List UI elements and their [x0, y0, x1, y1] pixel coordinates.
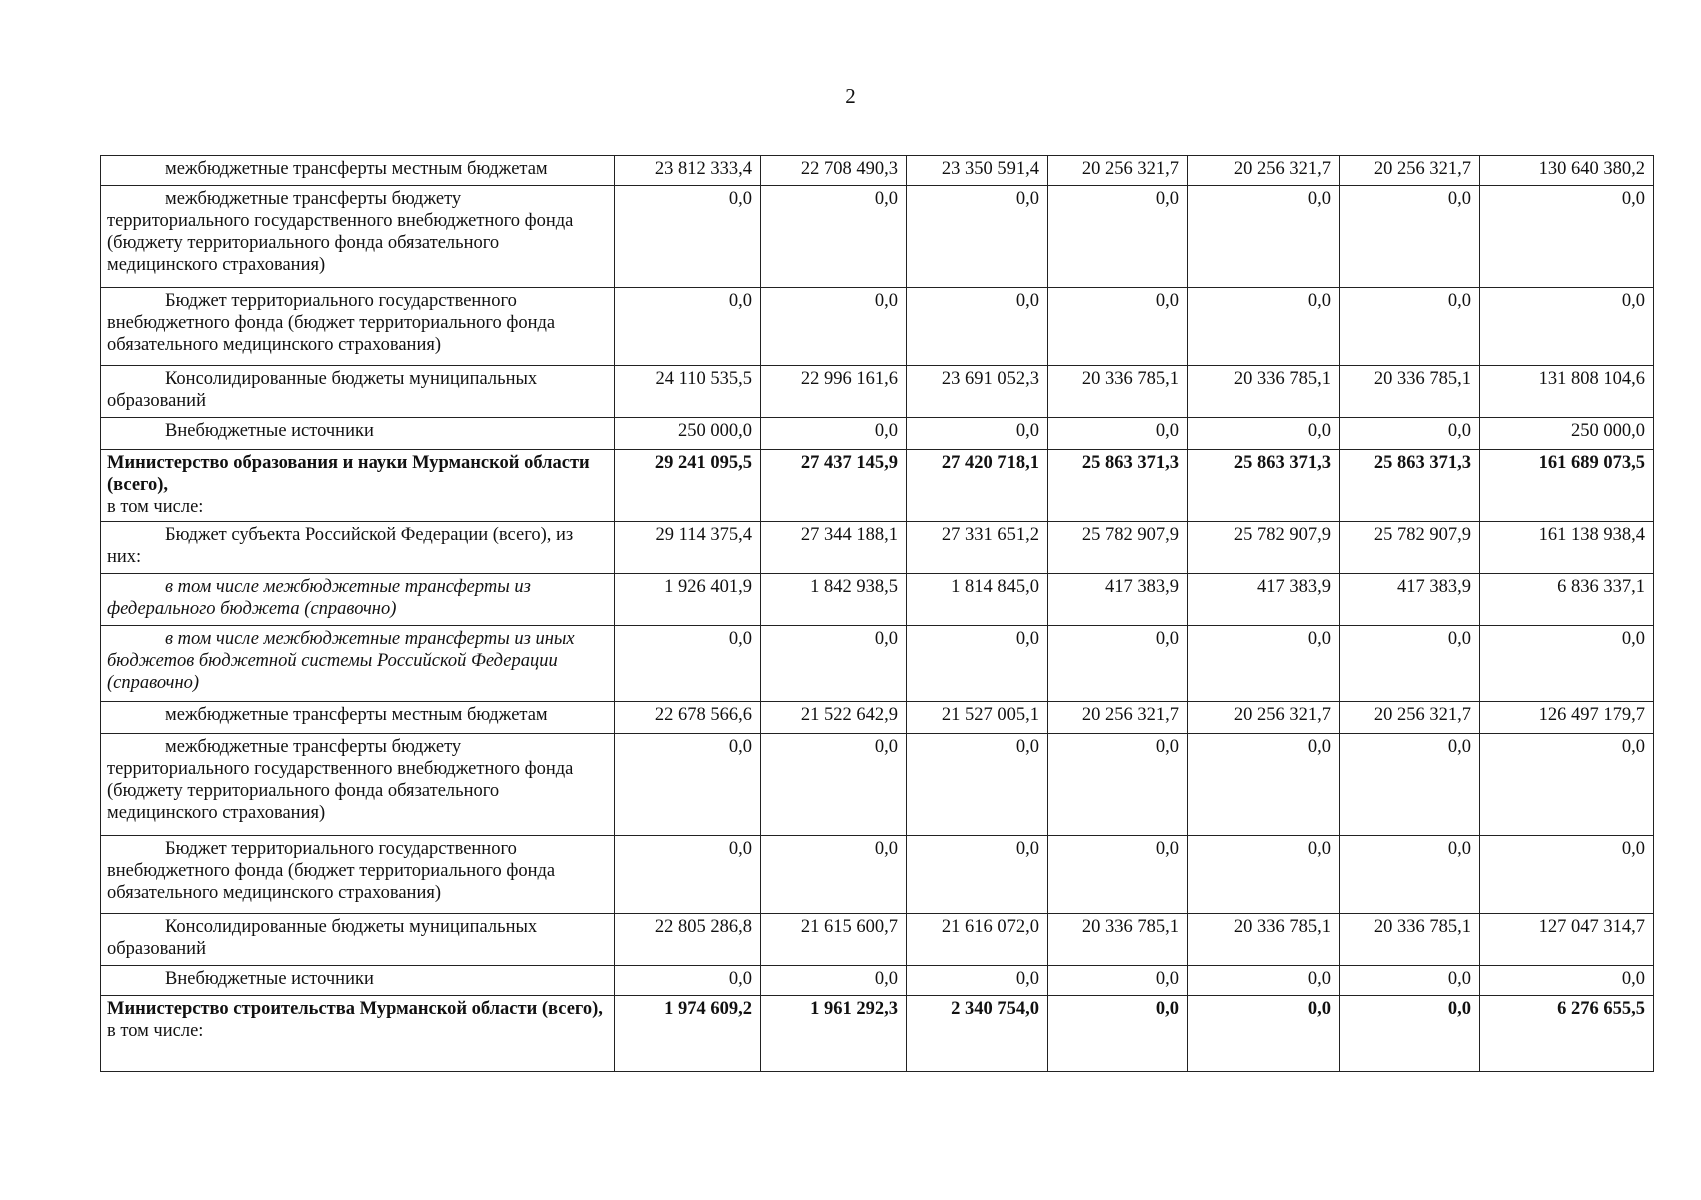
table-row	[101, 996, 1654, 1072]
row-label-cell	[101, 522, 615, 574]
value-cell: 0,0	[1188, 288, 1340, 366]
table-row	[101, 574, 1654, 626]
value-cell: 1 961 292,3	[761, 996, 907, 1072]
value-cell: 20 336 785,1	[1340, 914, 1480, 966]
row-label: Бюджет территориального государственного внебюджетного фонда (бюджет территориального фонда обязательного медицинского страхования)	[107, 839, 556, 903]
row-label: Консолидированные бюджеты муниципальных образований	[107, 917, 538, 959]
value-cell: 23 691 052,3	[907, 366, 1048, 418]
value-cell: 0,0	[907, 836, 1048, 914]
value-cell: 20 256 321,7	[1048, 702, 1188, 734]
value-cell: 250 000,0	[615, 418, 761, 450]
row-label-cell	[101, 996, 615, 1072]
value-cell: 1 974 609,2	[615, 996, 761, 1072]
row-label: межбюджетные трансферты местным бюджетам	[165, 705, 548, 725]
value-cell: 250 000,0	[1480, 418, 1654, 450]
value-cell: 0,0	[615, 966, 761, 996]
value-cell: 20 336 785,1	[1188, 914, 1340, 966]
value-cell: 20 256 321,7	[1340, 156, 1480, 186]
value-cell: 0,0	[1048, 418, 1188, 450]
value-cell: 0,0	[1480, 734, 1654, 836]
value-cell: 126 497 179,7	[1480, 702, 1654, 734]
budget-table	[100, 155, 1654, 1072]
value-cell: 0,0	[907, 966, 1048, 996]
value-cell: 130 640 380,2	[1480, 156, 1654, 186]
value-cell: 0,0	[1340, 836, 1480, 914]
row-label-cell	[101, 288, 615, 366]
value-cell: 1 814 845,0	[907, 574, 1048, 626]
row-sublabel: в том числе:	[107, 497, 204, 517]
value-cell: 0,0	[615, 186, 761, 288]
value-cell: 20 256 321,7	[1188, 156, 1340, 186]
row-label: межбюджетные трансферты бюджету территориального государственного внебюджетного фонда (бюджету территориального фонда обязательного медицинского страхования)	[107, 737, 574, 823]
budget-table-body	[101, 156, 1654, 1072]
value-cell: 0,0	[1048, 288, 1188, 366]
row-label: межбюджетные трансферты бюджету территориального государственного внебюджетного фонда (бюджету территориального фонда обязательного медицинского страхования)	[107, 189, 574, 275]
row-label: Бюджет территориального государственного внебюджетного фонда (бюджет территориального фонда обязательного медицинского страхования)	[107, 291, 556, 355]
table-row	[101, 288, 1654, 366]
value-cell: 0,0	[1480, 288, 1654, 366]
value-cell: 0,0	[615, 288, 761, 366]
value-cell: 0,0	[1480, 626, 1654, 702]
row-label-cell	[101, 836, 615, 914]
value-cell: 0,0	[907, 418, 1048, 450]
value-cell: 161 689 073,5	[1480, 450, 1654, 522]
value-cell: 0,0	[615, 734, 761, 836]
row-label: Консолидированные бюджеты муниципальных образований	[107, 369, 538, 411]
value-cell: 0,0	[1048, 996, 1188, 1072]
budget-table-container	[100, 155, 1654, 1072]
value-cell: 21 527 005,1	[907, 702, 1048, 734]
value-cell: 20 336 785,1	[1048, 366, 1188, 418]
value-cell: 417 383,9	[1048, 574, 1188, 626]
value-cell: 0,0	[1480, 186, 1654, 288]
row-label: Внебюджетные источники	[165, 421, 374, 441]
value-cell: 29 114 375,4	[615, 522, 761, 574]
value-cell: 25 863 371,3	[1188, 450, 1340, 522]
value-cell: 0,0	[1188, 186, 1340, 288]
row-label-cell	[101, 418, 615, 450]
table-row	[101, 966, 1654, 996]
row-label-cell	[101, 366, 615, 418]
value-cell: 0,0	[761, 966, 907, 996]
table-row	[101, 914, 1654, 966]
value-cell: 0,0	[1188, 996, 1340, 1072]
value-cell: 0,0	[1048, 734, 1188, 836]
value-cell: 21 616 072,0	[907, 914, 1048, 966]
value-cell: 6 276 655,5	[1480, 996, 1654, 1072]
value-cell: 0,0	[615, 836, 761, 914]
table-row	[101, 450, 1654, 522]
value-cell: 23 812 333,4	[615, 156, 761, 186]
value-cell: 6 836 337,1	[1480, 574, 1654, 626]
value-cell: 0,0	[1048, 626, 1188, 702]
row-label-cell	[101, 702, 615, 734]
value-cell: 2 340 754,0	[907, 996, 1048, 1072]
value-cell: 0,0	[1048, 836, 1188, 914]
value-cell: 0,0	[1048, 966, 1188, 996]
row-label: в том числе межбюджетные трансферты из федерального бюджета (справочно)	[107, 577, 531, 619]
value-cell: 20 336 785,1	[1048, 914, 1188, 966]
value-cell: 25 863 371,3	[1048, 450, 1188, 522]
value-cell: 0,0	[761, 186, 907, 288]
value-cell: 0,0	[1480, 966, 1654, 996]
value-cell: 20 256 321,7	[1048, 156, 1188, 186]
row-label: в том числе межбюджетные трансферты из иных бюджетов бюджетной системы Российской Федерации (справочно)	[107, 629, 575, 693]
value-cell: 25 782 907,9	[1048, 522, 1188, 574]
value-cell: 0,0	[761, 418, 907, 450]
value-cell: 0,0	[1188, 734, 1340, 836]
row-label: Внебюджетные источники	[165, 969, 374, 989]
value-cell: 0,0	[1188, 626, 1340, 702]
value-cell: 127 047 314,7	[1480, 914, 1654, 966]
table-row	[101, 626, 1654, 702]
value-cell: 25 863 371,3	[1340, 450, 1480, 522]
table-row	[101, 156, 1654, 186]
value-cell: 0,0	[615, 626, 761, 702]
value-cell: 0,0	[907, 186, 1048, 288]
table-row	[101, 366, 1654, 418]
row-label-cell	[101, 450, 615, 522]
value-cell: 20 256 321,7	[1340, 702, 1480, 734]
value-cell: 0,0	[907, 734, 1048, 836]
table-row	[101, 702, 1654, 734]
value-cell: 131 808 104,6	[1480, 366, 1654, 418]
value-cell: 1 926 401,9	[615, 574, 761, 626]
value-cell: 0,0	[1340, 288, 1480, 366]
value-cell: 0,0	[761, 288, 907, 366]
value-cell: 22 678 566,6	[615, 702, 761, 734]
table-row	[101, 836, 1654, 914]
value-cell: 20 336 785,1	[1340, 366, 1480, 418]
value-cell: 417 383,9	[1340, 574, 1480, 626]
value-cell: 0,0	[1340, 186, 1480, 288]
row-label: межбюджетные трансферты местным бюджетам	[165, 159, 548, 179]
row-label-cell	[101, 914, 615, 966]
value-cell: 27 331 651,2	[907, 522, 1048, 574]
value-cell: 25 782 907,9	[1188, 522, 1340, 574]
value-cell: 21 615 600,7	[761, 914, 907, 966]
table-row	[101, 418, 1654, 450]
row-label-cell	[101, 156, 615, 186]
value-cell: 0,0	[761, 626, 907, 702]
value-cell: 0,0	[1340, 418, 1480, 450]
table-row	[101, 522, 1654, 574]
value-cell: 417 383,9	[1188, 574, 1340, 626]
value-cell: 0,0	[1048, 186, 1188, 288]
row-label-cell	[101, 574, 615, 626]
row-label: Министерство образования и науки Мурманской области (всего),	[107, 453, 590, 495]
value-cell: 0,0	[1188, 836, 1340, 914]
value-cell: 27 420 718,1	[907, 450, 1048, 522]
value-cell: 29 241 095,5	[615, 450, 761, 522]
row-label-cell	[101, 186, 615, 288]
value-cell: 0,0	[1480, 836, 1654, 914]
value-cell: 24 110 535,5	[615, 366, 761, 418]
value-cell: 0,0	[1188, 418, 1340, 450]
row-label-cell	[101, 966, 615, 996]
row-label: Бюджет субъекта Российской Федерации (всего), из них:	[107, 525, 574, 567]
value-cell: 0,0	[1340, 966, 1480, 996]
row-label: Министерство строительства Мурманской области (всего),	[107, 999, 603, 1019]
row-label-cell	[101, 734, 615, 836]
value-cell: 22 708 490,3	[761, 156, 907, 186]
value-cell: 0,0	[1188, 966, 1340, 996]
value-cell: 20 256 321,7	[1188, 702, 1340, 734]
table-row	[101, 186, 1654, 288]
row-sublabel: в том числе:	[107, 1021, 204, 1041]
value-cell: 0,0	[1340, 996, 1480, 1072]
page-number: 2	[845, 84, 856, 108]
value-cell: 23 350 591,4	[907, 156, 1048, 186]
value-cell: 0,0	[1340, 626, 1480, 702]
value-cell: 21 522 642,9	[761, 702, 907, 734]
value-cell: 27 344 188,1	[761, 522, 907, 574]
value-cell: 0,0	[761, 836, 907, 914]
value-cell: 27 437 145,9	[761, 450, 907, 522]
table-row	[101, 734, 1654, 836]
value-cell: 1 842 938,5	[761, 574, 907, 626]
value-cell: 25 782 907,9	[1340, 522, 1480, 574]
value-cell: 0,0	[1340, 734, 1480, 836]
value-cell: 0,0	[761, 734, 907, 836]
value-cell: 20 336 785,1	[1188, 366, 1340, 418]
value-cell: 0,0	[907, 626, 1048, 702]
value-cell: 22 805 286,8	[615, 914, 761, 966]
row-label-cell	[101, 626, 615, 702]
value-cell: 0,0	[907, 288, 1048, 366]
value-cell: 161 138 938,4	[1480, 522, 1654, 574]
value-cell: 22 996 161,6	[761, 366, 907, 418]
